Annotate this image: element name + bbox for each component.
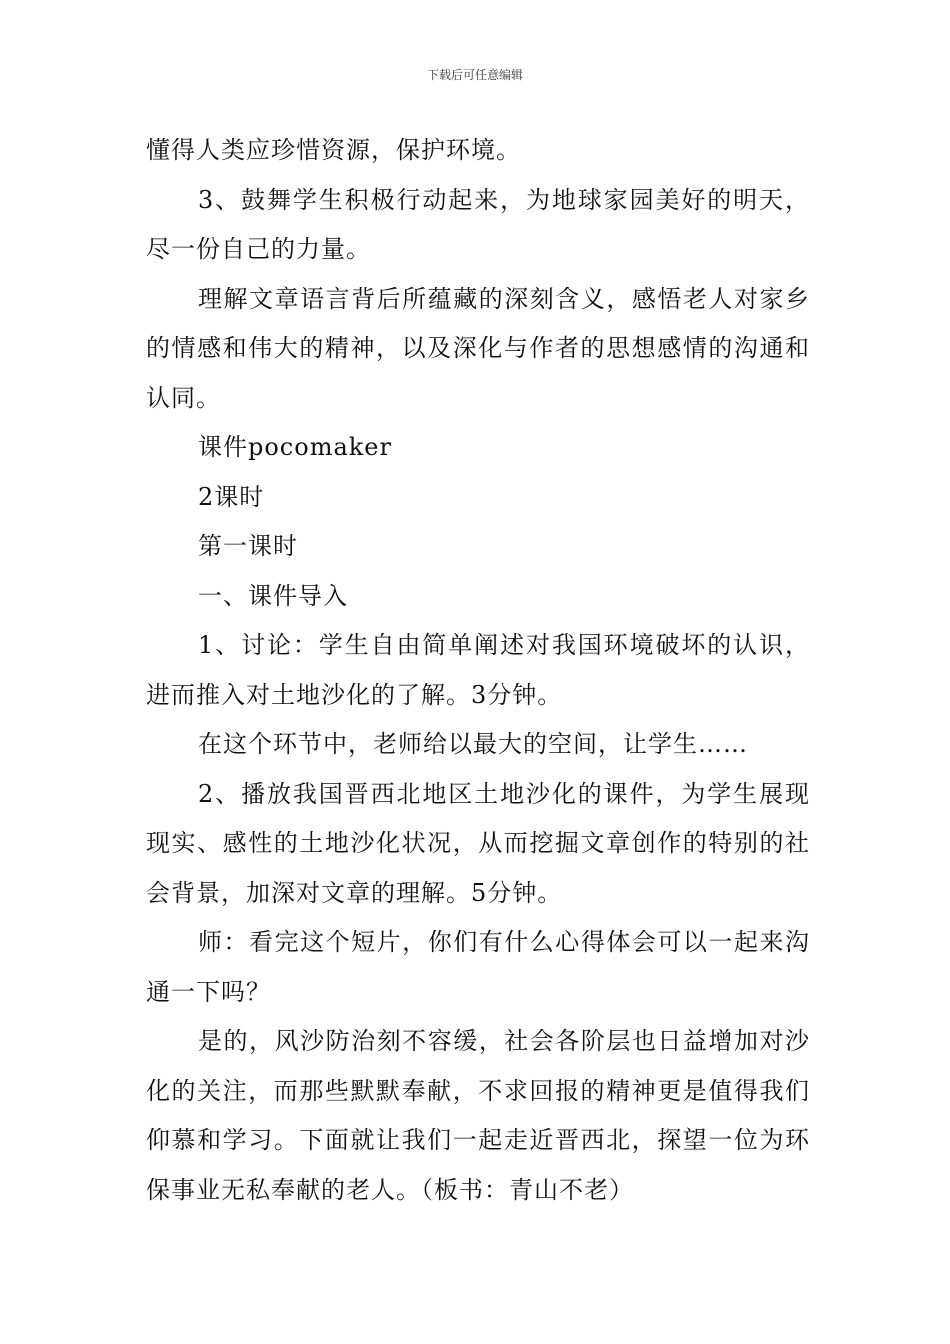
paragraph-3: 理解文章语言背后所蕴藏的深刻含义，感悟老人对家乡的情感和伟大的精神，以及深化与作者的思想感情的沟通和认同。	[146, 284, 810, 412]
paragraph-5: 2课时	[198, 482, 265, 511]
paragraph-7: 一、课件导入	[198, 581, 348, 610]
paragraph-10: 2、播放我国晋西北地区土地沙化的课件，为学生展现现实、感性的土地沙化状况，从而挖掘文章创作的特别的社会背景，加深对文章的理解。5分钟。	[146, 779, 810, 907]
paragraph-11: 师：看完这个短片，你们有什么心得体会可以一起来沟通一下吗？	[146, 928, 810, 1006]
paragraph-1: 懂得人类应珍惜资源，保护环境。	[146, 136, 521, 164]
paragraph-6: 第一课时	[198, 532, 298, 560]
paragraph-9: 在这个环节中，老师给以最大的空间，让学生……	[198, 730, 748, 758]
paragraph-2: 3、鼓舞学生积极行动起来，为地球家园美好的明天，尽一份自己的力量。	[146, 185, 810, 263]
paragraph-4: 课件pocomaker	[198, 433, 392, 461]
paragraph-12: 是的，风沙防治刻不容缓，社会各阶层也日益增加对沙化的关注，而那些默默奉献，不求回报的精神更是值得我们仰慕和学习。下面就让我们一起走近晋西北，探望一位为环保事业无私奉献的老人。（板书：青山不老）	[146, 1027, 810, 1204]
paragraph-8: 1、讨论：学生自由简单阐述对我国环境破坏的认识，进而推入对土地沙化的了解。3分钟。	[146, 631, 810, 709]
document-body	[146, 126, 810, 1215]
header-note: 下载后可任意编辑	[426, 68, 523, 82]
